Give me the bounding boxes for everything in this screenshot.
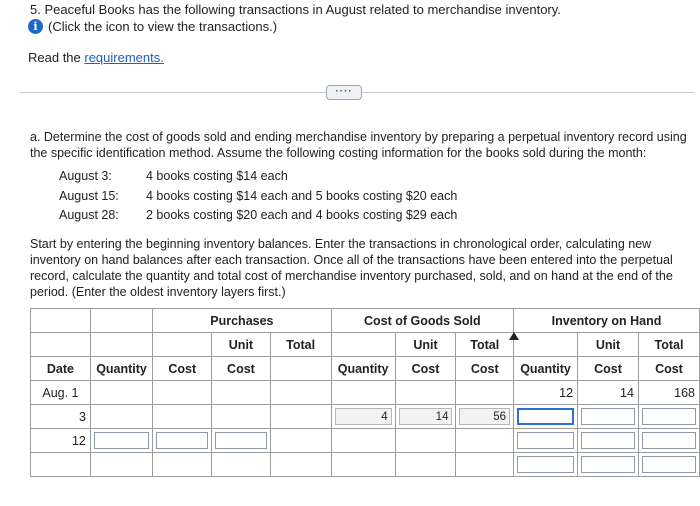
on-hand-quantity-input[interactable] <box>517 432 574 449</box>
purchases-unit-header: Unit <box>212 333 270 357</box>
on-hand-unit-cost-value: 14 <box>578 381 639 405</box>
expand-dots-button[interactable]: ···· <box>326 85 362 100</box>
header-blank <box>90 309 152 333</box>
instructions-line1: Start by entering the beginning inventory balances. Enter the transactions in chronological order, calculating new <box>30 237 652 251</box>
empty-cell <box>212 405 270 429</box>
cogs-quantity-header: Quantity <box>331 357 395 381</box>
on-hand-unit-cost-input[interactable] <box>581 408 635 425</box>
purchase-unit-cost-input[interactable] <box>156 432 208 449</box>
on-hand-quantity-input[interactable] <box>517 456 574 473</box>
empty-cell <box>212 381 270 405</box>
empty-cell <box>153 453 212 477</box>
empty-cell <box>395 453 456 477</box>
empty-cell <box>331 429 395 453</box>
instructions-line2: inventory on hand balances after each transaction. Once all of the transactions have been entered into the perpetual <box>30 253 673 267</box>
cogs-total-header: Total <box>456 333 514 357</box>
purchases-group-header: Purchases <box>153 309 331 333</box>
table-row <box>31 405 700 429</box>
header-blank <box>90 333 152 357</box>
on-hand-unit-cost-input[interactable] <box>581 432 635 449</box>
on-hand-total-cost-value: 168 <box>638 381 699 405</box>
empty-cell <box>153 405 212 429</box>
date-cell: Aug. 1 <box>31 381 91 405</box>
cogs-total-cost-input[interactable]: 56 <box>459 408 510 425</box>
empty-cell <box>456 429 514 453</box>
purchases-cost-header: Cost <box>153 357 212 381</box>
empty-cell <box>456 381 514 405</box>
header-blank <box>31 333 91 357</box>
header-blank <box>514 333 578 357</box>
instructions-line4: period. (Enter the oldest inventory layers first.) <box>30 285 286 299</box>
empty-cell <box>270 405 331 429</box>
empty-cell <box>90 453 152 477</box>
cogs-group-header: Cost of Goods Sold <box>331 309 513 333</box>
cogs-total-cost-header: Cost <box>456 357 514 381</box>
on-hand-total-cost-input[interactable] <box>642 408 696 425</box>
table-row <box>31 453 700 477</box>
header-blank <box>270 357 331 381</box>
empty-cell <box>270 453 331 477</box>
on-hand-total-cost-input[interactable] <box>642 456 696 473</box>
table-row <box>31 429 700 453</box>
empty-cell <box>270 381 331 405</box>
day-cell: 3 <box>31 405 91 429</box>
cogs-unit-cost-input[interactable]: 14 <box>399 408 453 425</box>
cogs-unit-cost-header: Cost <box>395 357 456 381</box>
empty-cell <box>90 381 152 405</box>
requirements-link[interactable]: requirements. <box>84 50 164 65</box>
read-prefix: Read the <box>28 50 85 65</box>
header-blank <box>153 333 212 357</box>
purchases-total-cost-header: Cost <box>212 357 270 381</box>
mouse-cursor-icon <box>509 332 519 340</box>
purchase-total-cost-input[interactable] <box>215 432 266 449</box>
header-blank <box>31 309 91 333</box>
costing-date-3: August 28: <box>59 208 119 222</box>
empty-cell <box>212 453 270 477</box>
table-row <box>31 381 700 405</box>
instructions-line3: record, calculate the quantity and total cost of merchandise inventory purchased, sold, and on hand at the end of the <box>30 269 673 283</box>
on-hand-unit-cost-header: Cost <box>578 357 639 381</box>
empty-cell <box>395 429 456 453</box>
empty-cell <box>153 381 212 405</box>
on-hand-total-cost-header: Cost <box>638 357 699 381</box>
cogs-unit-header: Unit <box>395 333 456 357</box>
on-hand-group-header: Inventory on Hand <box>514 309 700 333</box>
on-hand-unit-cost-input[interactable] <box>581 456 635 473</box>
costing-text-2: 4 books costing $14 each and 5 books costing $20 each <box>146 189 458 203</box>
purchases-quantity-header: Quantity <box>90 357 152 381</box>
empty-cell <box>270 429 331 453</box>
info-icon[interactable]: i <box>28 19 43 34</box>
costing-date-2: August 15: <box>59 189 119 203</box>
header-blank <box>331 333 395 357</box>
on-hand-quantity-input[interactable] <box>517 408 574 425</box>
perpetual-inventory-table <box>30 308 700 477</box>
info-text: (Click the icon to view the transactions.) <box>48 19 278 34</box>
on-hand-total-header: Total <box>638 333 699 357</box>
info-row <box>28 19 277 34</box>
part-a-line1: a. Determine the cost of goods sold and ending merchandise inventory by preparing a perpetual inventory record using <box>30 130 687 144</box>
costing-text-1: 4 books costing $14 each <box>146 169 288 183</box>
read-requirements <box>28 50 164 65</box>
purchases-total-header: Total <box>270 333 331 357</box>
empty-cell <box>31 453 91 477</box>
costing-date-1: August 3: <box>59 169 112 183</box>
question-title: 5. Peaceful Books has the following transactions in August related to merchandise inventory. <box>30 2 561 17</box>
on-hand-quantity-value: 12 <box>514 381 578 405</box>
costing-text-3: 2 books costing $20 each and 4 books costing $29 each <box>146 208 458 222</box>
part-a-line2: the specific identification method. Assume the following costing information for the books sold during the month: <box>30 146 647 160</box>
on-hand-unit-header: Unit <box>578 333 639 357</box>
empty-cell <box>395 381 456 405</box>
empty-cell <box>331 381 395 405</box>
day-cell: 12 <box>31 429 91 453</box>
empty-cell <box>90 405 152 429</box>
empty-cell <box>456 453 514 477</box>
purchase-quantity-input[interactable] <box>94 432 149 449</box>
empty-cell <box>331 453 395 477</box>
on-hand-quantity-header: Quantity <box>514 357 578 381</box>
cogs-quantity-input[interactable]: 4 <box>335 408 392 425</box>
date-header: Date <box>31 357 91 381</box>
on-hand-total-cost-input[interactable] <box>642 432 696 449</box>
